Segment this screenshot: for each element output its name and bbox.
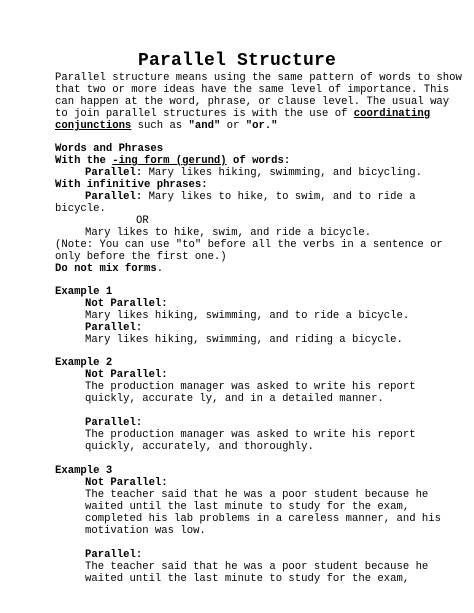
or-label: OR — [136, 215, 149, 227]
example-3-not-parallel-text-4: motivation was low. — [85, 525, 206, 537]
infinitive-heading: With infinitive phrases: — [55, 179, 208, 191]
example-2-not-parallel-text-1: The production manager was asked to write his report — [85, 381, 416, 393]
example-3-not-parallel-text-2: waited until the last minute to study for the exam, — [85, 501, 410, 513]
ing-form-term: -ing form (gerund) — [112, 155, 227, 167]
do-not-mix-period: . — [156, 263, 164, 275]
intro-line-5 — [55, 120, 278, 132]
intro-line-4 — [55, 108, 430, 120]
example-3-not-parallel-text-3: completed his lab problems in a careless manner, and his — [85, 513, 442, 525]
example-1-heading: Example 1 — [55, 286, 113, 298]
words-phrases-heading: Words and Phrases — [55, 143, 164, 155]
and-word: "and" — [188, 120, 221, 132]
infinitive-parallel-line — [85, 191, 416, 203]
example-2-not-parallel-label: Not Parallel: — [85, 369, 168, 381]
gerund-parallel-line — [85, 167, 422, 179]
example-3-parallel-text-1: The teacher said that he was a poor student because he — [85, 561, 429, 573]
example-3-not-parallel-label: Not Parallel: — [85, 477, 168, 489]
example-2-not-parallel-text-2: quickly, accurate ly, and in a detailed manner. — [85, 393, 384, 405]
example-2-heading: Example 2 — [55, 357, 113, 369]
do-not-mix-line — [55, 263, 163, 275]
infinitive-parallel-text-1: Mary likes to hike, to swim, and to ride a — [142, 191, 416, 203]
intro-line-2: that two or more ideas have the same level of importance. This — [55, 84, 450, 96]
example-3-parallel-text-2: waited until the last minute to study for the exam, — [85, 573, 410, 585]
parallel-label: Parallel: — [85, 191, 143, 203]
infinitive-alt-text: Mary likes to hike, swim, and ride a bicycle. — [85, 227, 372, 239]
example-1-parallel-text: Mary likes hiking, swimming, and riding a bicycle. — [85, 334, 403, 346]
example-2-parallel-label: Parallel: — [85, 417, 143, 429]
of-words-text: of words: — [226, 155, 291, 167]
note-line-2: only before the first one.) — [55, 251, 227, 263]
example-1-not-parallel-text: Mary likes hiking, swimming, and to ride a bicycle. — [85, 310, 410, 322]
example-3-heading: Example 3 — [55, 465, 113, 477]
or-separator: or — [220, 120, 246, 132]
intro-line-1: Parallel structure means using the same pattern of words to show — [55, 72, 462, 84]
example-2-parallel-text-1: The production manager was asked to write his report — [85, 429, 416, 441]
gerund-parallel-text: Mary likes hiking, swimming, and bicycling. — [142, 167, 422, 179]
such-as-text: such as — [131, 120, 189, 132]
note-line-1: (Note: You can use "to" before all the verbs in a sentence or — [55, 239, 443, 251]
do-not-mix-text: Do not mix forms — [55, 263, 157, 275]
page-title: Parallel Structure — [137, 51, 337, 71]
coordinating-term: coordinating — [353, 108, 431, 120]
infinitive-parallel-text-2: bicycle. — [55, 203, 106, 215]
example-3-parallel-label: Parallel: — [85, 549, 143, 561]
parallel-label: Parallel: — [85, 167, 143, 179]
with-the-text: With the — [55, 155, 113, 167]
example-2-parallel-text-2: quickly, accurately, and thoroughly. — [85, 441, 314, 453]
example-1-not-parallel-label: Not Parallel: — [85, 298, 168, 310]
or-word: "or." — [245, 120, 278, 132]
gerund-heading — [55, 155, 290, 167]
example-3-not-parallel-text-1: The teacher said that he was a poor student because he — [85, 489, 429, 501]
intro-line-4-text: to join parallel structures is with the use of — [55, 108, 354, 120]
intro-line-3: can happen at the word, phrase, or clause level. The usual way — [55, 96, 450, 108]
example-1-parallel-label: Parallel: — [85, 322, 143, 334]
conjunctions-term: conjunctions — [55, 120, 132, 132]
